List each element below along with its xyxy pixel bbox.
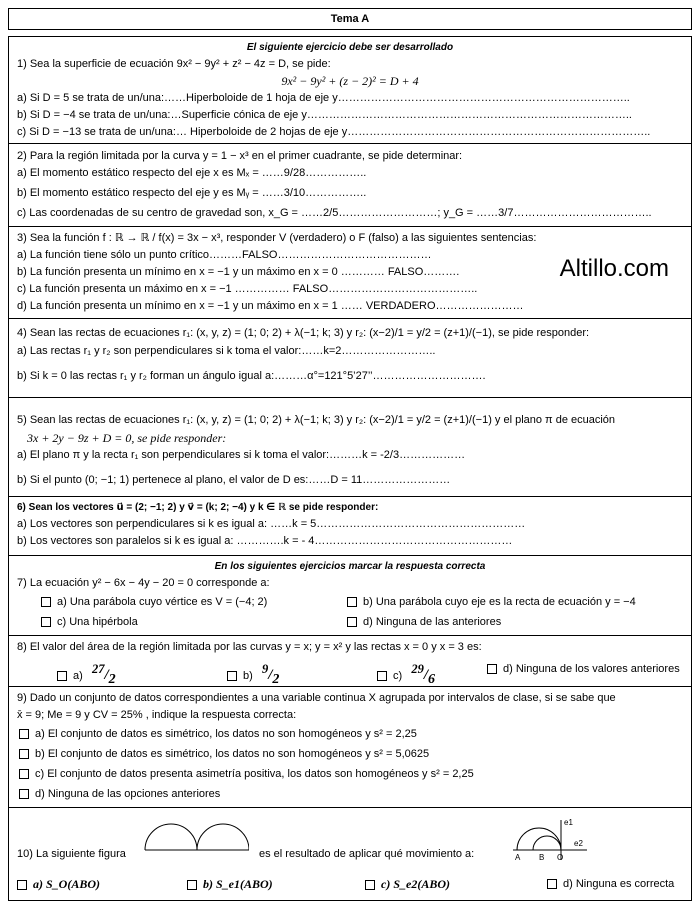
q10-option-b[interactable]: b) S_e1(ABO) [187,874,273,895]
q8-option-b[interactable]: b) $^9/_2$ [227,656,279,693]
checkbox[interactable] [57,671,67,681]
q7-intro: 7) La ecuación y² − 6x − 4y − 20 = 0 corresponde a: [17,577,270,589]
checkbox[interactable] [19,789,29,799]
q8-options [17,656,683,687]
question-7 [8,556,692,636]
question-3 [8,227,692,319]
label-e2: e2 [574,839,583,848]
exam-header [8,8,692,30]
q7-option-a[interactable]: a) Una parábola cuyo vértice es V = (−4; 2) [41,596,267,608]
q6-intro: 6) Sean los vectores u⃗ = (2; −1; 2) y v⃗ = (k; 2; −4) y k ∈ ℝ se pide responder: [17,502,379,513]
q2-intro: 2) Para la región limitada por la curva y = 1 − x³ en el primer cuadrante, se pide determinar: [17,150,463,162]
checkbox[interactable] [547,879,557,889]
q1-c: c) Si D = −13 se trata de un/una:… Hiperboloide de 2 hojas de eje y……………………………………………………………………….. [17,126,651,138]
q3-intro: 3) Sea la función f : ℝ → ℝ / f(x) = 3x − x³, responder V (verdadero) o F (falso) a las siguientes sentencias: [17,232,537,244]
q1-b: b) Si D = −4 se trata de un/una:…Superficie cónica de eje y…………………………………………………………………………….. [17,109,632,121]
label-a: A [515,853,521,862]
checkbox[interactable] [19,749,29,759]
q9-option-b[interactable]: b) El conjunto de datos es simétrico, los datos no son homogéneos y s² = 5,0625 [17,744,683,764]
q6-a: a) Los vectores son perpendiculares si k es igual a: ……k = 5………………………………………………… [17,518,526,530]
checkbox[interactable] [187,880,197,890]
arcs-figure [139,816,249,856]
q7-option-c[interactable]: c) Una hipérbola [41,616,138,628]
abo-figure [509,816,589,862]
checkbox[interactable] [347,597,357,607]
label-e1: e1 [564,818,573,827]
checkbox[interactable] [19,769,29,779]
exam-page [8,8,692,901]
question-6 [8,497,692,556]
checkbox[interactable] [365,880,375,890]
label-o: O [557,853,564,862]
section-note-choose: En los siguientes ejercicios marcar la respuesta correcta [214,561,486,572]
q4-a: a) Las rectas r₁ y r₂ son perpendiculares si k toma el valor:……k=2…………………….. [17,345,436,357]
question-10 [8,808,692,901]
q8-option-c[interactable]: c) $^{29}/_6$ [377,656,435,693]
watermark-logo: Altillo.com [559,255,669,282]
checkbox[interactable] [377,671,387,681]
section-note-developed: El siguiente ejercicio debe ser desarrollado [246,42,454,53]
q7-row-2 [17,612,683,632]
q6-b: b) Los vectores son paralelos si k es igual a: ………….k = - 4……………………………………………… [17,535,513,547]
question-4 [8,319,692,398]
checkbox[interactable] [19,729,29,739]
header-title: Tema A [330,13,370,25]
question-2 [8,144,692,227]
question-8 [8,636,692,687]
q5-b: b) Si el punto (0; −1; 1) pertenece al plano, el valor de D es:……D = 11…………………… [17,474,451,486]
q3-d: d) La función presenta un mínimo en x = −1 y un máximo en x = 1 …… VERDADERO…………………… [17,300,524,312]
q1-a: a) Si D = 5 se trata de un/una:……Hiperboloide de 1 hoja de eje y…………………………………………………………………….. [17,92,630,104]
q4-b: b) Si k = 0 las rectas r₁ y r₂ forman un ángulo igual a:………α°=121°5’27’’…………………………. [17,370,486,382]
checkbox[interactable] [347,617,357,627]
label-b: B [539,853,545,862]
q10-option-d[interactable]: d) Ninguna es correcta [547,874,674,894]
q9-option-d[interactable]: d) Ninguna de las opciones anteriores [17,784,683,804]
checkbox[interactable] [227,671,237,681]
q10-intro-a: 10) La siguiente figura [17,848,126,860]
checkbox[interactable] [487,664,497,674]
q9-intro-stats: x̄ = 9; Me = 9 y CV = 25% , indique la respuesta correcta: [17,709,297,721]
question-9 [8,687,692,808]
q10-option-c[interactable]: c) S_e2(ABO) [365,874,450,895]
q2-c: c) Las coordenadas de su centro de gravedad son, x_G = ……2/5………………………; y_G = ……3/7……………………………….. [17,207,652,219]
fraction-29-6: $^{29}/_6$ [411,662,436,687]
q8-option-d[interactable]: d) Ninguna de los valores anteriores [487,656,680,682]
q8-option-a[interactable]: a) $^{27}/_2$ [57,656,116,693]
question-1 [8,36,692,144]
question-5 [8,398,692,497]
q8-intro: 8) El valor del área de la región limitada por las curvas y = x; y = x² y las rectas x = 0 y x = 3 es: [17,641,482,653]
checkbox[interactable] [41,617,51,627]
checkbox[interactable] [41,597,51,607]
q5-intro: 5) Sean las rectas de ecuaciones r₁: (x, y, z) = (1; 0; 2) + λ(−1; k; 3) y r₂: (x−2)/1 = y/2 = (z+1)/(−1) y el plano π de ecuación [17,414,616,426]
q7-option-b[interactable]: b) Una parábola cuyo eje es la recta de ecuación y = −4 [347,592,636,612]
q9-option-c[interactable]: c) El conjunto de datos presenta asimetría positiva, los datos son homogéneos y s² = 2,25 [17,764,683,784]
q1-equation: 9x² − 9y² + (z − 2)² = D + 4 [281,74,419,88]
q10-option-a[interactable]: a) S_O(ABO) [17,874,100,895]
q4-intro: 4) Sean las rectas de ecuaciones r₁: (x, y, z) = (1; 0; 2) + λ(−1; k; 3) y r₂: (x−2)/1 = y/2 = (z+1)/(−1), se pide responder: [17,327,590,339]
q7-option-d[interactable]: d) Ninguna de las anteriores [347,612,501,632]
fraction-9-2: $^9/_2$ [261,662,280,687]
q2-b: b) El momento estático respecto del eje y es Mᵧ = ……3/10…………….. [17,187,367,199]
q10-intro-b: es el resultado de aplicar qué movimiento a: [259,848,475,860]
q5-intro-plane: 3x + 2y − 9z + D = 0, se pide responder: [27,431,227,445]
q3-a: a) La función tiene sólo un punto crítico………FALSO…………………………………… [17,249,432,261]
q2-a: a) El momento estático respecto del eje x es Mₓ = ……9/28…………….. [17,167,367,179]
fraction-27-2: $^{27}/_2$ [91,662,116,687]
q3-c: c) La función presenta un máximo en x = −1 …………… FALSO………………………………….. [17,283,478,295]
q3-b: b) La función presenta un mínimo en x = −1 y un máximo en x = 0 ………… FALSO………. [17,266,460,278]
q1-intro: 1) Sea la superficie de ecuación 9x² − 9y² + z² − 4z = D, se pide: [17,58,331,70]
q10-options [17,874,687,894]
q5-a: a) El plano π y la recta r₁ son perpendiculares si k toma el valor:………k = -2/3……………… [17,449,466,461]
checkbox[interactable] [17,880,27,890]
q9-option-a[interactable]: a) El conjunto de datos es simétrico, los datos no son homogéneos y s² = 2,25 [17,724,683,744]
q7-row-1 [17,592,683,612]
q9-intro: 9) Dado un conjunto de datos correspondientes a una variable continua X agrupada por intervalos de clase, si se sabe que [17,692,616,704]
